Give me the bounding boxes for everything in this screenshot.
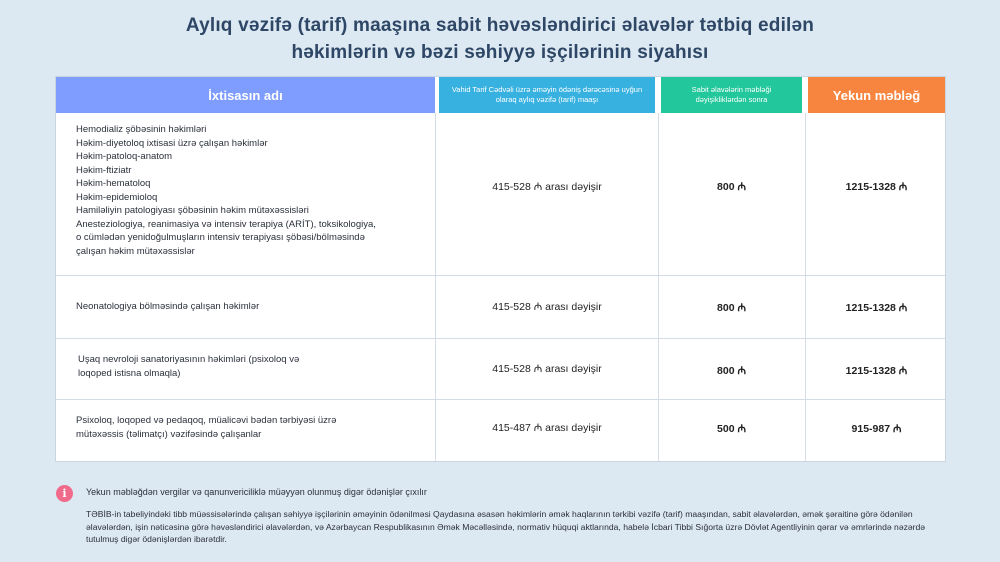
tariff-cell: 415-487 ₼ arası dəyişir [492,422,602,434]
header-total-amount: Yekun məbləğ [808,77,945,113]
profession-name: loqoped istisna olmaqla) [78,367,181,379]
total-cell: 915-987 ₼ [851,423,902,435]
profession-name: Həkim-ftiziatr [76,164,132,176]
page-title [0,12,1000,66]
profession-name: Psixoloq, loqoped və pedaqoq, müalicəvi bədən tərbiyəsi üzrə [76,415,337,426]
profession-name: Anesteziologiya, reanimasiya və intensiv terapiya (ARİT), toksikologiya, [76,218,376,230]
title-line-1: Aylıq vəzifə (tarif) maaşına sabit həvəsləndirici əlavələr tətbiq edilən [185,15,815,36]
salary-table [55,76,946,462]
header-profession-name: İxtisasın adı [56,77,435,113]
profession-name: Neonatologiya bölməsində çalışan həkimlər [76,301,260,312]
profession-list [76,123,426,258]
header-tariff-salary: Vahid Tarif Cədvəli üzrə əməyin ödəniş dərəcəsinə uyğun olaraq aylıq vəzifə (tarif) maaşı [439,77,655,113]
tax-note: Yekun məbləğdən vergilər və qanunvericiliklə müəyyən olunmuş digər ödənişlər çıxılır [86,487,427,497]
tariff-cell: 415-528 ₼ arası dəyişir [492,301,602,313]
total-cell: 1215-1328 ₼ [845,181,908,193]
supplement-cell: 800 ₼ [717,365,746,377]
supplement-cell: 500 ₼ [717,423,746,435]
profession-name: Həkim-patoloq-anatom [76,151,173,162]
salary-composition-note: TƏBİB-in tabeliyindəki tibb müəssisələrində çalışan səhiyyə işçilərinin əməyinin ödənilməsi Qaydasına əsasən həkimlərin əmək haqlarının tərkibi vəzifə (tarif) maaşından, sabit əlavələrdən, əmək şəraitinə görə ödənilən əlavələrdən, işin nəticəsinə görə həvəsləndirici əlavələrdən, və Azərbaycan Respublikasının Əmək Məcəlləsində, normativ hüquqi aktlarında, habelə İcbari Tibbi Sığorta üzrə Dövlət Agentliyinin qərar və əmrlərində nəzərdə tutulmuş digər ödənişlərdən ibarətdir. [86,509,926,544]
profession-name: Uşaq nevroloji sanatoriyasının həkimləri (psixoloq və [78,354,300,365]
supplement-cell: 800 ₼ [717,181,746,193]
table-row [56,400,945,462]
profession-name: Həkim-hematoloq [76,178,151,189]
profession-name: çalışan həkim mütəxəssislər [76,245,195,257]
table-row [56,339,945,399]
header-supplement-amount: Sabit əlavələrin məbləği dəyişikliklərdən sonra [661,77,802,113]
title-line-2: həkimlərin və bəzi səhiyyə işçilərinin siyahısı [291,42,709,63]
profession-name: o cümlədən yenidoğulmuşların intensiv terapiyası şöbəsi/bölməsində [76,232,365,243]
tariff-cell: 415-528 ₼ arası dəyişir [492,181,602,193]
table-row [56,113,945,275]
info-icon: i [56,485,73,502]
tariff-cell: 415-528 ₼ arası dəyişir [492,363,602,375]
profession-name: mütəxəssis (təlimatçı) vəzifəsində çalışanlar [76,428,262,440]
profession-list [78,353,428,380]
table-row [56,276,945,338]
total-cell: 1215-1328 ₼ [845,365,908,377]
total-cell: 1215-1328 ₼ [845,302,908,314]
supplement-cell: 800 ₼ [717,302,746,314]
profession-name: Hamiləliyin patologiyası şöbəsinin həkim mütəxəssisləri [76,205,309,216]
profession-list [76,414,426,441]
profession-name: Həkim-diyetoloq ixtisasi üzrə çalışan həkimlər [76,137,268,149]
profession-name: Həkim-epidemioloq [76,191,158,203]
profession-name: Hemodializ şöbəsinin həkimləri [76,124,207,135]
